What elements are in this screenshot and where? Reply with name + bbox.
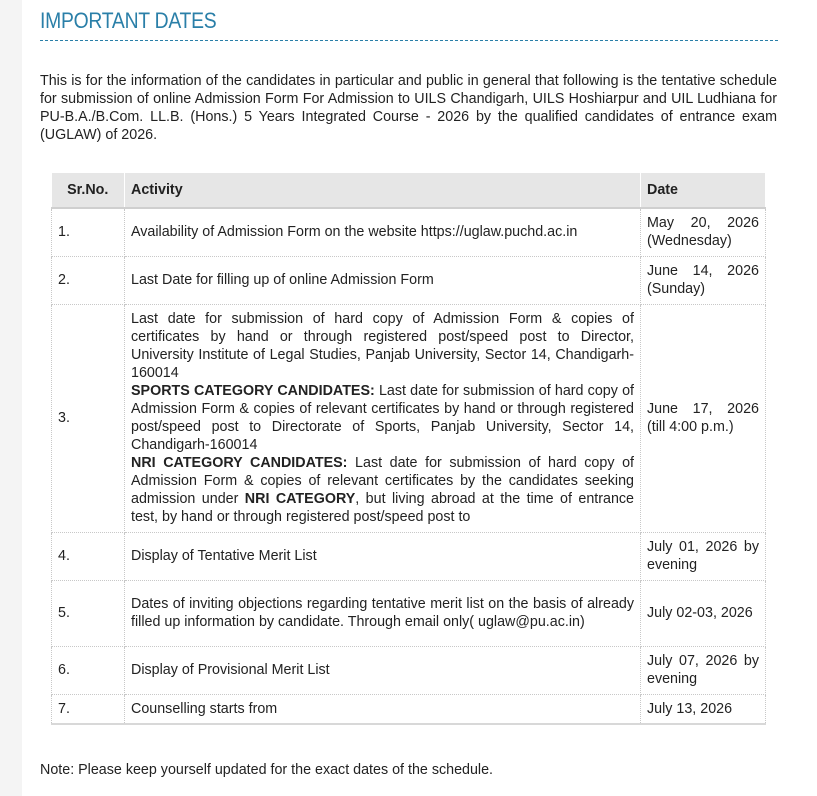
table-row bbox=[52, 256, 766, 304]
row-activity: Counselling starts from bbox=[125, 694, 641, 724]
page-title-text: IMPORTANT DATES bbox=[40, 8, 217, 33]
page-title bbox=[40, 8, 778, 41]
header-sr-no: Sr.No. bbox=[52, 173, 125, 208]
nri-category-label: NRI CATEGORY CANDIDATES: bbox=[131, 455, 348, 471]
row-date: June 17, 2026 (till 4:00 p.m.) bbox=[641, 304, 766, 532]
header-date: Date bbox=[641, 173, 766, 208]
page-content bbox=[22, 0, 817, 796]
row-sr-no: 2. bbox=[52, 256, 125, 304]
row-date: July 01, 2026 by evening bbox=[641, 532, 766, 580]
table-row bbox=[52, 580, 766, 646]
nri-category-text-end: , but living abroad at the time of entrance test, by hand or through registered post/speed post to bbox=[131, 491, 635, 525]
row-activity: Availability of Admission Form on the website https://uglaw.puchd.ac.in bbox=[125, 208, 641, 256]
row-date: July 13, 2026 bbox=[641, 694, 766, 724]
row-date: May 20, 2026 (Wednesday) bbox=[641, 208, 766, 256]
row-sr-no: 4. bbox=[52, 532, 125, 580]
row-activity: Display of Tentative Merit List bbox=[125, 532, 641, 580]
nri-category-bold: NRI CATEGORY bbox=[244, 491, 356, 507]
row-activity: Last Date for filling up of online Admission Form bbox=[125, 256, 641, 304]
row-sr-no: 7. bbox=[52, 694, 125, 724]
table-row bbox=[52, 304, 766, 532]
row-activity: Dates of inviting objections regarding tentative merit list on the basis of already filled up information by candidate. Through email only( uglaw@pu.ac.in) bbox=[125, 580, 641, 646]
row-activity: Display of Provisional Merit List bbox=[125, 646, 641, 694]
sports-category-label: SPORTS CATEGORY CANDIDATES: bbox=[131, 383, 375, 399]
table-row bbox=[52, 646, 766, 694]
row-date: June 14, 2026 (Sunday) bbox=[641, 256, 766, 304]
table-row bbox=[52, 694, 766, 724]
activity-main-text: Last date for submission of hard copy of Admission Form & copies of certificates by hand or through registered post/speed post to Director, University Institute of Legal Studies, Panjab University, Sector 14, Chandigarh-160014 bbox=[131, 311, 634, 381]
sports-category-text: Last date for submission of hard copy of Admission Form & copies of relevant certificates by hand or through registered post/speed post to Directorate of Sports, Panjab University, Sector 14, Chandigarh-160014 bbox=[131, 383, 634, 453]
row-sr-no: 5. bbox=[52, 580, 125, 646]
schedule-note: Note: Please keep yourself updated for the exact dates of the schedule. bbox=[40, 762, 494, 778]
row-date: July 02-03, 2026 bbox=[641, 580, 766, 646]
row-sr-no: 3. bbox=[52, 304, 125, 532]
nri-category-text: Last date for submission of hard copy of Admission Form & copies of relevant certificates by the candidates seeking admission under bbox=[131, 455, 634, 507]
schedule-table bbox=[51, 173, 766, 725]
intro-paragraph: This is for the information of the candidates in particular and public in general that following is the tentative schedule for submission of online Admission Form For Admission to UILS Chandigarh, UILS Hoshiarpur and UIL Ludhiana for PU-B.A./B.Com. LL.B. (Hons.) 5 Years Integrated Course - 2026 by the qualified candidates of entrance exam (UGLAW) of 2026. bbox=[40, 73, 777, 143]
row-sr-no: 6. bbox=[52, 646, 125, 694]
row-date: July 07, 2026 by evening bbox=[641, 646, 766, 694]
row-sr-no: 1. bbox=[52, 208, 125, 256]
header-activity: Activity bbox=[125, 173, 641, 208]
table-row bbox=[52, 532, 766, 580]
table-header-row bbox=[52, 173, 766, 208]
table-row bbox=[52, 208, 766, 256]
row-activity bbox=[125, 304, 641, 532]
